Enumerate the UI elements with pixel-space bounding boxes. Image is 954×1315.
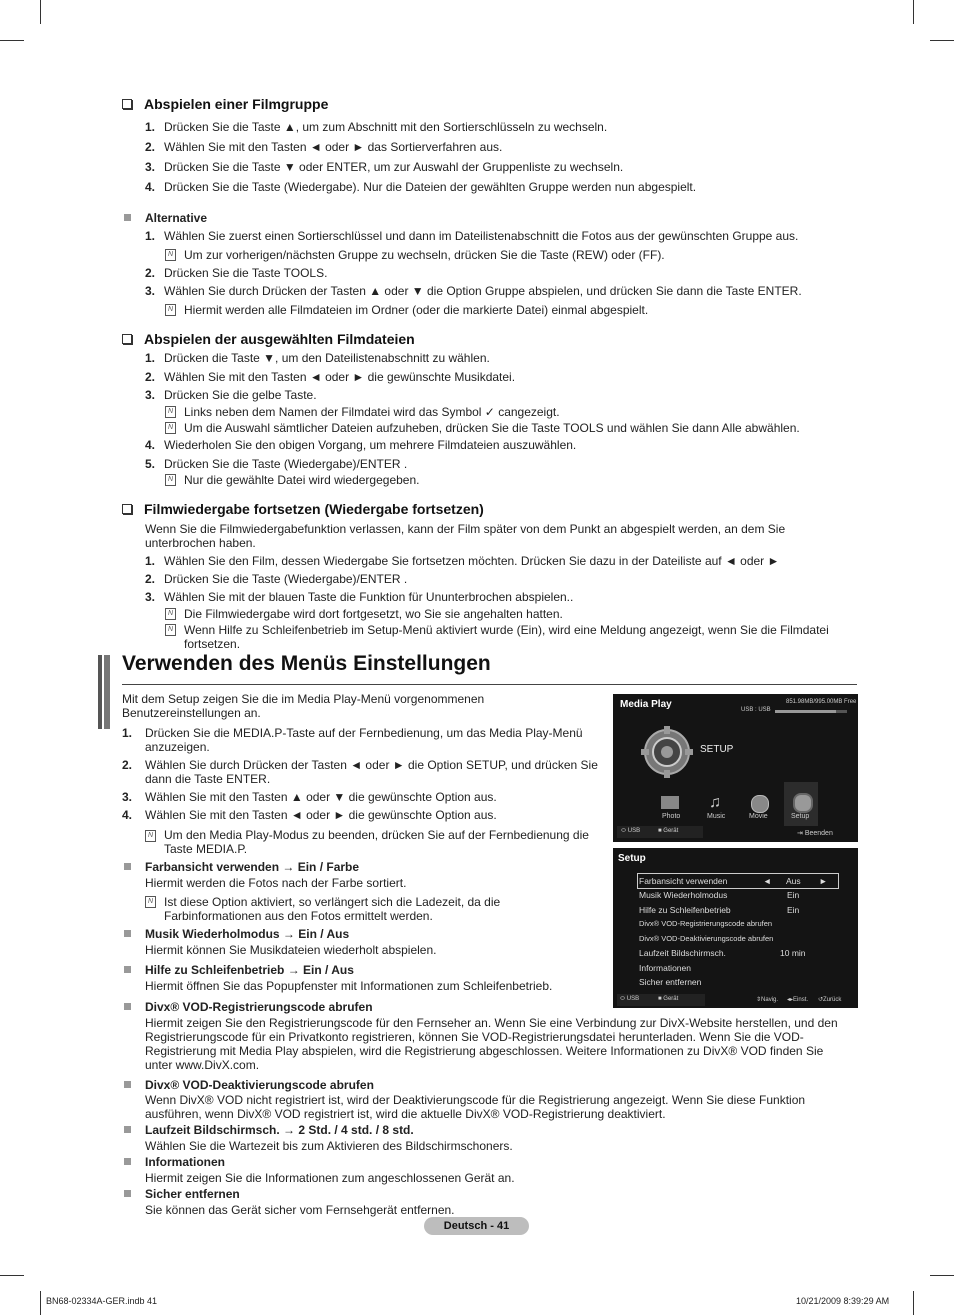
crop-mark: [40, 1291, 41, 1315]
section-heading-auswahl: Abspielen der ausgewählten Filmdateien: [122, 331, 415, 347]
page-number-badge: Deutsch - 41: [424, 1217, 529, 1235]
note-text: Nur die gewählte Datei wird wiedergegeben.: [184, 473, 420, 487]
menu-value: Ein: [787, 890, 800, 900]
tab-movie[interactable]: Movie: [749, 813, 768, 820]
note-icon: N: [165, 474, 176, 486]
step-number: 1.: [145, 351, 156, 365]
tab-music[interactable]: Music: [707, 813, 726, 820]
step-text: Wählen Sie durch Drücken der Tasten ◄ oder ► die Option SETUP, und drücken Sie dann die Taste ENTER.: [145, 758, 598, 786]
menu-item[interactable]: Farbansicht verwenden: [639, 876, 728, 886]
photo-icon: [661, 796, 679, 809]
crop-mark: [913, 1291, 914, 1315]
menu-item[interactable]: Divx® VOD-Deaktivierungscode abrufen: [639, 934, 774, 943]
arrow-left-icon[interactable]: ◄: [763, 876, 772, 886]
intro-text: Wenn Sie die Filmwiedergabefunktion verlassen, kann der Film später von dem Punkt an abgespielt werden, an dem Sie unterbrochen haben.: [145, 522, 786, 550]
crop-mark: [0, 1275, 24, 1276]
option-title: Laufzeit Bildschirmsch. → 2 Std. / 4 std. / 8 std.: [145, 1123, 414, 1137]
checkbox-icon: [122, 99, 132, 109]
step-number: 4.: [145, 438, 156, 452]
note-icon: N: [165, 608, 176, 620]
tab-photo[interactable]: Photo: [662, 813, 681, 820]
step-text: Drücken Sie die Taste TOOLS.: [164, 266, 328, 280]
option-desc: Wenn DivX® VOD nicht registriert ist, wird der Deaktivierungscode für die Registrierung angezeigt. Wenn Sie diese Funktion ausführen, wenn DivX® VOD registriert ist, wird die aktuelle DivX® VOD-Registrierung deaktiviert.: [145, 1093, 806, 1121]
crop-mark: [930, 40, 954, 41]
step-number: 3.: [145, 590, 156, 604]
step-number: 3.: [122, 790, 133, 804]
step-number: 2.: [145, 140, 156, 154]
note-icon: N: [165, 406, 176, 418]
section-heading-filmgruppe: Abspielen einer Filmgruppe: [122, 96, 328, 112]
menu-value: Ein: [787, 905, 800, 915]
step-number: 3.: [145, 284, 156, 298]
bullet-square-icon: [124, 863, 131, 870]
step-text: Wählen Sie mit den Tasten ◄ oder ► das Sortierverfahren aus.: [164, 140, 503, 154]
usb-label: USB : USB: [741, 707, 771, 713]
crop-mark: [40, 0, 41, 24]
step-text: Drücken Sie die gelbe Taste.: [164, 388, 317, 402]
step-text: Drücken Sie die Taste (Wiedergabe)/ENTER .: [164, 572, 408, 586]
arrow-right-icon[interactable]: ►: [819, 876, 828, 886]
step-number: 3.: [145, 388, 156, 402]
section-heading-fortsetzen: Filmwiedergabe fortsetzen (Wiedergabe fortsetzen): [122, 501, 484, 517]
step-text: Wählen Sie mit der blauen Taste die Funktion für Ununterbrochen abspielen..: [164, 590, 574, 604]
step-number: 4.: [145, 180, 156, 194]
step-text: Drücken Sie die Taste (Wiedergabe). Nur die Dateien der gewählten Gruppe werden nun abgespielt.: [164, 180, 697, 194]
step-text: Wählen Sie zuerst einen Sortierschlüssel und dann im Dateilistenabschnitt die Fotos aus der gewünschten Gruppe aus.: [164, 229, 799, 243]
file-info: BN68-02334A-GER.indb 41: [46, 1296, 158, 1306]
footer-usb: ⬭ USB: [620, 996, 640, 1002]
option-title: Divx® VOD-Registrierungscode abrufen: [145, 1000, 373, 1014]
option-desc: Sie können das Gerät sicher vom Fernsehgerät entfernen.: [145, 1203, 455, 1217]
step-text: Wiederholen Sie den obigen Vorgang, um mehrere Filmdateien auszuwählen.: [164, 438, 577, 452]
menu-item[interactable]: Musik Wiederholmodus: [639, 890, 728, 900]
footer-usb: ⬭ USB: [621, 828, 641, 834]
step-text: Drücken die Taste ▼, um den Dateilistenabschnitt zu wählen.: [164, 351, 490, 365]
option-desc: Hiermit werden die Fotos nach der Farbe sortiert.: [145, 876, 407, 890]
step-text: Wählen Sie mit den Tasten ◄ oder ► die gewünschte Option aus.: [145, 808, 497, 822]
music-icon: ♫: [709, 794, 721, 811]
setup-title: Setup: [618, 853, 646, 864]
step-number: 4.: [122, 808, 133, 822]
setup-label: SETUP: [700, 744, 734, 755]
step-number: 1.: [122, 726, 133, 740]
menu-item[interactable]: Hilfe zu Schleifenbetrieb: [639, 905, 731, 915]
bullet-square-icon: [124, 1081, 131, 1088]
checkbox-icon: [122, 504, 132, 514]
option-title: Informationen: [145, 1155, 225, 1169]
option-desc: Wählen Sie die Wartezeit bis zum Aktivieren des Bildschirmschoners.: [145, 1139, 513, 1153]
step-text: Wählen Sie mit den Tasten ▲ oder ▼ die gewünschte Option aus.: [145, 790, 497, 804]
step-text: Wählen Sie durch Drücken der Tasten ▲ oder ▼ die Option Gruppe abspielen, und drücken Sie dann die Taste ENTER.: [164, 284, 802, 298]
date-info: 10/21/2009 8:39:29 AM: [796, 1296, 890, 1306]
step-number: 2.: [145, 266, 156, 280]
menu-value: 10 min: [780, 948, 806, 958]
title-decoration: [98, 655, 102, 729]
option-desc: Hiermit zeigen Sie den Registrierungscode für den Fernseher an. Wenn Sie eine Verbindung zur DivX-Website herstellen, und den Registrierungscode für ein Privatkonto registrieren, können Sie VOD-Registrierungsdatei herunterladen. Wenn Sie die VOD-Registrierung mit Media Play abspielen, wird die Registrierung abgeschlossen. Weitere Informationen zu DivX® VOD finden Sie unter www.DivX.com.: [145, 1016, 838, 1072]
storage-bar: [775, 710, 847, 713]
media-play-title: Media Play: [620, 699, 672, 710]
setup-screen: [613, 848, 858, 1008]
bullet-square-icon: [124, 1003, 131, 1010]
note-icon: N: [165, 249, 176, 261]
step-text: Wählen Sie den Film, dessen Wiedergabe Sie fortsetzen möchten. Drücken Sie dazu in der Dateiliste auf ◄ oder ►: [164, 554, 780, 568]
alternative-heading: Alternative: [145, 211, 208, 225]
menu-item[interactable]: Informationen: [639, 963, 691, 973]
note-text: Wenn Hilfe zu Schleifenbetrieb im Setup-Menü aktiviert wurde (Ein), wird eine Meldung angezeigt, wenn Sie die Filmdatei fortsetzen.: [184, 623, 829, 651]
note-icon: N: [145, 830, 156, 842]
step-text: Drücken Sie die Taste ▲, um zum Abschnitt mit den Sortierschlüsseln zu wechseln.: [164, 120, 608, 134]
media-play-screen: [613, 694, 858, 842]
crop-mark: [913, 0, 914, 24]
step-number: 1.: [145, 120, 156, 134]
note-text: Um den Media Play-Modus zu beenden, drücken Sie auf der Fernbedienung die Taste MEDIA.P.: [164, 828, 589, 856]
menu-item[interactable]: Laufzeit Bildschirmsch.: [639, 948, 726, 958]
gear-icon: [639, 724, 695, 780]
footer-set: ◂▸Einst.: [787, 997, 809, 1003]
step-number: 1.: [145, 554, 156, 568]
note-text: Um zur vorherigen/nächsten Gruppe zu wechseln, drücken Sie die Taste (REW) oder (FF).: [184, 248, 665, 262]
bullet-square-icon: [124, 930, 131, 937]
note-icon: N: [165, 422, 176, 434]
title-divider: [122, 684, 857, 685]
movie-icon: [751, 795, 769, 813]
footer-device: ■ Gerät: [658, 828, 679, 834]
bullet-square-icon: [124, 214, 131, 221]
option-desc: Hiermit zeigen Sie die Informationen zum angeschlossenen Gerät an.: [145, 1171, 515, 1185]
step-number: 1.: [145, 229, 156, 243]
option-title: Farbansicht verwenden → Ein / Farbe: [145, 860, 360, 874]
tab-setup[interactable]: Setup: [791, 813, 810, 820]
menu-item[interactable]: Divx® VOD-Registrierungscode abrufen: [639, 919, 773, 928]
step-text: Drücken Sie die Taste (Wiedergabe)/ENTER .: [164, 457, 408, 471]
checkbox-icon: [122, 334, 132, 344]
option-title: Sicher entfernen: [145, 1187, 240, 1201]
footer-nav: ⇕Navig.: [756, 997, 779, 1003]
title-decoration: [104, 655, 110, 729]
step-text: Drücken Sie die MEDIA.P-Taste auf der Fernbedienung, um das Media Play-Menü anzuzeigen.: [145, 726, 583, 754]
note-icon: N: [165, 304, 176, 316]
footer-device: ■ Gerät: [658, 996, 679, 1002]
setup-gear-icon: [793, 793, 813, 813]
menu-item[interactable]: Sicher entfernen: [639, 977, 702, 987]
note-text: Ist diese Option aktiviert, so verlängert sich die Ladezeit, da die Farbinformationen aus den Fotos ermittelt werden.: [164, 895, 501, 923]
note-text: Die Filmwiedergabe wird dort fortgesetzt, wo Sie sie angehalten hatten.: [184, 607, 563, 621]
bullet-square-icon: [124, 1158, 131, 1165]
crop-mark: [930, 1275, 954, 1276]
step-number: 3.: [145, 160, 156, 174]
note-text: Hiermit werden alle Filmdateien im Ordner (oder die markierte Datei) einmal abgespielt.: [184, 303, 649, 317]
step-number: 2.: [145, 572, 156, 586]
storage-info: 851.98MB/995.00MB Free: [786, 699, 857, 705]
note-text: Links neben dem Namen der Filmdatei wird das Symbol ✓ cangezeigt.: [184, 405, 560, 419]
option-title: Musik Wiederholmodus → Ein / Aus: [145, 927, 350, 941]
step-text: Wählen Sie mit den Tasten ◄ oder ► die gewünschte Musikdatei.: [164, 370, 516, 384]
bullet-square-icon: [124, 966, 131, 973]
note-icon: N: [165, 624, 176, 636]
option-desc: Hiermit öffnen Sie das Popupfenster mit Informationen zum Schleifenbetrieb.: [145, 979, 553, 993]
option-desc: Hiermit können Sie Musikdateien wiederholt abspielen.: [145, 943, 437, 957]
bullet-square-icon: [124, 1126, 131, 1133]
bullet-square-icon: [124, 1190, 131, 1197]
step-text: Drücken Sie die Taste ▼ oder ENTER, um zur Auswahl der Gruppenliste zu wechseln.: [164, 160, 624, 174]
exit-button[interactable]: ⇥ Beenden: [797, 830, 833, 837]
main-intro: Mit dem Setup zeigen Sie die im Media Play-Menü vorgenommenen Benutzereinstellungen an.: [122, 692, 485, 720]
step-number: 2.: [122, 758, 133, 772]
menu-value: Aus: [786, 876, 801, 886]
page-title: Verwenden des Menüs Einstellungen: [122, 652, 491, 675]
note-text: Um die Auswahl sämtlicher Dateien aufzuheben, drücken Sie die Taste TOOLS und wählen Sie dann Alle abwählen.: [184, 421, 800, 435]
note-icon: N: [145, 896, 156, 908]
footer-back[interactable]: ↺Zurück: [818, 997, 842, 1003]
step-number: 2.: [145, 370, 156, 384]
crop-mark: [0, 40, 24, 41]
step-number: 5.: [145, 457, 156, 471]
option-title: Divx® VOD-Deaktivierungscode abrufen: [145, 1078, 374, 1092]
option-title: Hilfe zu Schleifenbetrieb → Ein / Aus: [145, 963, 354, 977]
